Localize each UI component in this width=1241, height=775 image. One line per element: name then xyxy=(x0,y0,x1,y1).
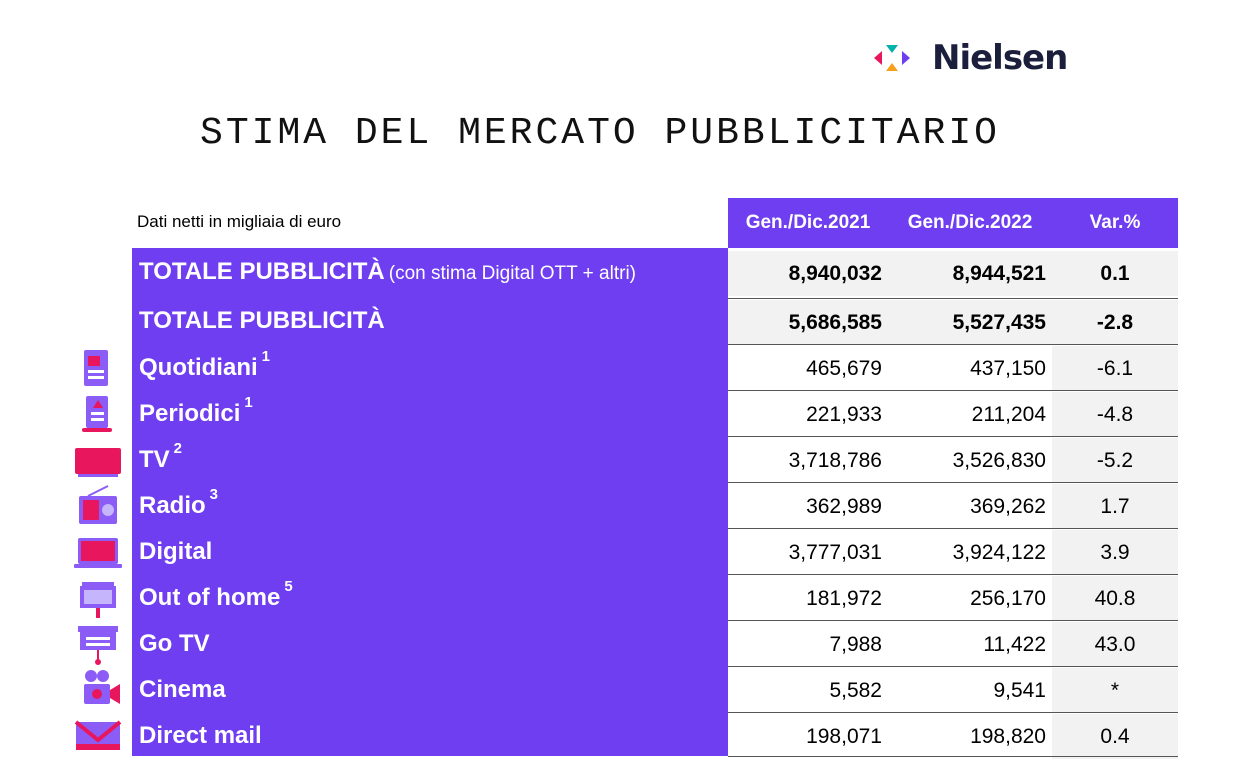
row-divider xyxy=(728,620,1178,621)
row-divider xyxy=(728,666,1178,667)
envelope-icon xyxy=(72,714,124,758)
nielsen-logo-mark-icon xyxy=(872,41,924,75)
tv-icon xyxy=(72,438,124,482)
row-divider xyxy=(728,712,1178,713)
media-2021: 465,679 xyxy=(806,356,882,380)
media-var: -5.2 xyxy=(1052,438,1178,483)
nielsen-logo xyxy=(872,38,1067,78)
media-2021: 198,071 xyxy=(806,724,882,748)
newspaper-icon xyxy=(72,346,124,390)
media-row-label xyxy=(139,676,226,704)
screen-icon xyxy=(72,622,124,666)
media-2021: 3,718,786 xyxy=(788,448,882,472)
media-label: Go TV xyxy=(139,630,210,657)
media-var: -6.1 xyxy=(1052,346,1178,391)
media-var: 43.0 xyxy=(1052,622,1178,667)
media-var: 40.8 xyxy=(1052,576,1178,621)
media-label: Radio xyxy=(139,492,206,519)
media-var: -4.8 xyxy=(1052,392,1178,437)
media-var: * xyxy=(1052,668,1178,713)
row-divider xyxy=(728,528,1178,529)
media-row-label xyxy=(139,630,210,658)
media-row-label xyxy=(139,486,219,520)
footnote-mark: 3 xyxy=(209,486,219,503)
brand-name: Nielsen xyxy=(932,38,1068,78)
footnote-mark: 2 xyxy=(173,440,183,457)
magazine-icon xyxy=(72,392,124,436)
media-2022: 9,541 xyxy=(993,678,1046,702)
total-row-1-label xyxy=(139,258,636,286)
row-divider xyxy=(728,298,1178,299)
row-divider xyxy=(728,482,1178,483)
media-label: Cinema xyxy=(139,676,226,703)
media-label: Periodici xyxy=(139,400,241,427)
total-2-2022: 5,527,435 xyxy=(888,300,1052,345)
footnote-mark: 5 xyxy=(284,578,293,595)
media-label: Direct mail xyxy=(139,722,262,749)
media-label: Out of home xyxy=(139,584,281,611)
header-2022: Gen./Dic.2022 xyxy=(888,198,1052,248)
media-2021: 7,988 xyxy=(829,632,882,656)
media-2021: 181,972 xyxy=(806,586,882,610)
total-2-2021: 5,686,585 xyxy=(728,300,888,345)
total-1-2021: 8,940,032 xyxy=(728,251,888,296)
radio-icon xyxy=(72,484,124,528)
media-var: 3.9 xyxy=(1052,530,1178,575)
header-var: Var.% xyxy=(1052,198,1178,248)
billboard-icon xyxy=(72,576,124,620)
header-2021: Gen./Dic.2021 xyxy=(728,198,888,248)
row-divider xyxy=(728,756,1178,757)
footnote-mark: 1 xyxy=(244,394,253,411)
media-row-label xyxy=(139,440,183,474)
row-divider xyxy=(728,390,1178,391)
media-2022: 11,422 xyxy=(983,632,1046,656)
total-sublabel: (con stima Digital OTT + altri) xyxy=(388,263,636,284)
media-row-label xyxy=(139,538,212,566)
row-divider xyxy=(728,436,1178,437)
footnote-mark: 1 xyxy=(261,348,270,365)
media-var: 1.7 xyxy=(1052,484,1178,529)
total-label: TOTALE PUBBLICITÀ xyxy=(139,258,385,285)
media-var: 0.4 xyxy=(1052,714,1178,759)
row-divider xyxy=(728,574,1178,575)
row-divider xyxy=(728,344,1178,345)
total-2-var: -2.8 xyxy=(1052,300,1178,345)
total-1-2022: 8,944,521 xyxy=(888,251,1052,296)
media-row-label xyxy=(139,394,253,428)
media-label: Quotidiani xyxy=(139,354,258,381)
media-2022: 211,204 xyxy=(971,402,1046,426)
media-2022: 437,150 xyxy=(970,356,1046,380)
media-2021: 221,933 xyxy=(806,402,882,426)
media-label: Digital xyxy=(139,538,213,565)
media-label: TV xyxy=(139,446,170,473)
media-row-label xyxy=(139,348,270,382)
page-title: STIMA DEL MERCATO PUBBLICITARIO xyxy=(200,112,1000,155)
media-2022: 256,170 xyxy=(970,586,1046,610)
units-note: Dati netti in migliaia di euro xyxy=(137,212,342,231)
media-2022: 369,262 xyxy=(970,494,1046,518)
media-2022: 198,820 xyxy=(970,724,1046,748)
media-2021: 5,582 xyxy=(829,678,882,702)
laptop-icon xyxy=(72,530,124,574)
media-2021: 3,777,031 xyxy=(788,540,882,564)
media-row-label xyxy=(139,722,262,750)
media-2022: 3,526,830 xyxy=(952,448,1046,472)
total-1-var: 0.1 xyxy=(1052,251,1178,296)
total-row-2-label: TOTALE PUBBLICITÀ xyxy=(139,307,385,334)
film-camera-icon xyxy=(72,668,124,712)
media-2022: 3,924,122 xyxy=(952,540,1046,564)
media-row-label xyxy=(139,578,293,612)
media-2021: 362,989 xyxy=(806,494,882,518)
